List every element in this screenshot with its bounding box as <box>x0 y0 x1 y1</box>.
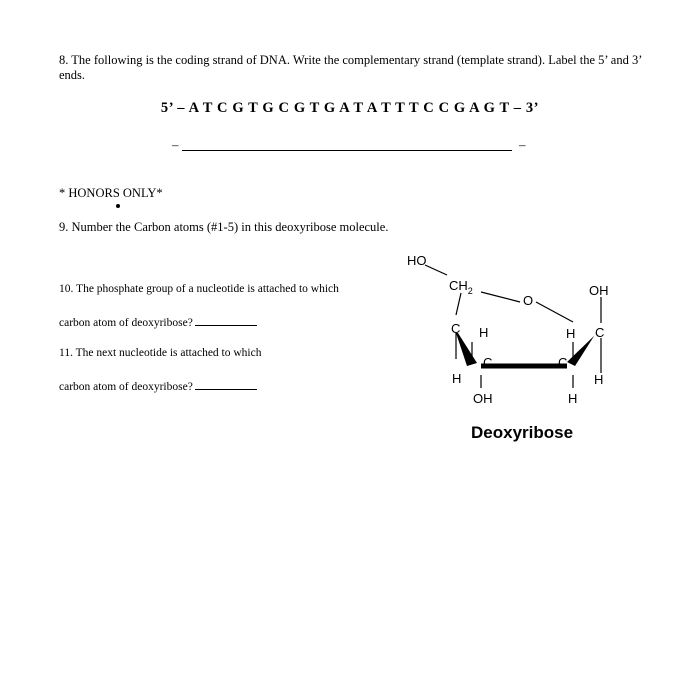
answer-line[interactable] <box>182 150 512 151</box>
question-10-line1: 10. The phosphate group of a nucleotide is attached to which <box>59 283 339 295</box>
label-c-right: C <box>595 325 605 340</box>
label-oh-top: OH <box>589 283 609 298</box>
label-c-left: C <box>451 321 461 336</box>
question-8-text: 8. The following is the coding strand of DNA. Write the complementary strand (template strand). Label the 5’ and 3’ ends. <box>59 53 642 82</box>
wedge-left <box>456 333 477 366</box>
honors-only-label: * HONORS ONLY* <box>59 186 163 200</box>
bullet-icon <box>116 204 120 208</box>
label-h-bottom-left: H <box>452 371 462 386</box>
question-11-blank[interactable] <box>195 380 257 390</box>
question-11-line2 <box>59 380 257 393</box>
label-oh-bottom: OH <box>473 391 493 406</box>
bond-ch2-oring <box>481 292 520 302</box>
label-h-bottom: H <box>568 391 578 406</box>
label-ch2-main: CH <box>449 278 468 293</box>
question-10-line2-text: carbon atom of deoxyribose? <box>59 317 193 329</box>
label-ho: HO <box>407 253 427 268</box>
answer-dash-right: – <box>519 137 526 152</box>
label-h-right-top: H <box>566 326 576 341</box>
bond-ch2-c4 <box>456 293 461 315</box>
label-h-left-top: H <box>479 325 489 340</box>
deoxyribose-diagram <box>395 245 645 450</box>
question-9-text: 9. Number the Carbon atoms (#1-5) in this deoxyribose molecule. <box>59 220 389 234</box>
question-11-line2-text: carbon atom of deoxyribose? <box>59 381 193 393</box>
question-10-blank[interactable] <box>195 316 257 326</box>
label-ch2-sub: 2 <box>467 286 473 296</box>
question-11-line1: 11. The next nucleotide is attached to which <box>59 347 262 359</box>
label-ring-o: O <box>523 293 534 308</box>
answer-dash-left: – <box>172 137 179 152</box>
question-10-line2 <box>59 316 257 329</box>
molecule-caption: Deoxyribose <box>471 423 574 442</box>
dna-coding-strand: 5’ – A T C G T G C G T G A T A T T T C C G A G T – 3’ <box>160 100 540 116</box>
label-c-bottom-right: C <box>558 355 568 370</box>
bond-ho-ch2 <box>425 265 447 275</box>
bond-oring-c1 <box>536 302 573 322</box>
label-c-bottom-left: C <box>483 355 493 370</box>
label-h-right-down: H <box>594 372 604 387</box>
